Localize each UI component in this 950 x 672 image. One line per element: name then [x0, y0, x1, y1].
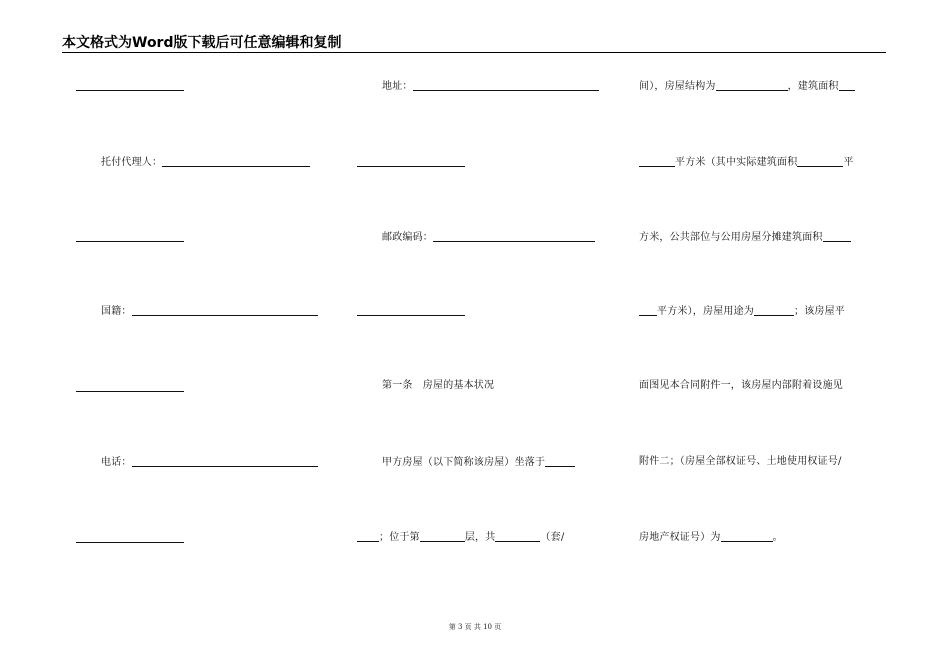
structure-line: 间），房屋结构为 ，建筑面积	[639, 80, 855, 93]
postcode-label: 邮政编码：	[382, 232, 433, 243]
blank-line-5	[357, 156, 465, 169]
floor-plan-line: 面图见本合同附件一，该房屋内部附着设施见	[639, 380, 843, 391]
postcode-field	[382, 231, 595, 244]
blank-line-2	[76, 231, 184, 244]
floor-line: ；位于第 层，共 （套/	[357, 531, 564, 544]
property-location-line: 甲方房屋（以下简称该房屋）坐落于	[382, 456, 575, 469]
address-field	[382, 80, 599, 93]
agent-label: 托付代理人：	[101, 157, 163, 168]
certificate-number-line: 房地产权证号）为 。	[639, 532, 783, 543]
nationality-field	[101, 305, 318, 318]
header-divider	[62, 52, 886, 53]
document-header-title: 本文格式为Word版下载后可任意编辑和复制	[62, 35, 342, 51]
blank-line-1	[76, 80, 184, 93]
blank-line-6	[357, 305, 465, 318]
agent-field	[101, 156, 310, 169]
address-label: 地址：	[382, 81, 413, 92]
area-line: 平方米（其中实际建筑面积 平	[639, 156, 854, 169]
blank-line-3	[76, 381, 184, 394]
nationality-label: 国籍：	[101, 306, 132, 317]
article-heading: 第一条 房屋的基本状况	[382, 380, 495, 391]
blank-line-4	[76, 532, 184, 545]
phone-field	[101, 456, 318, 469]
page-number: 第 3 页 共 10 页	[448, 623, 502, 631]
usage-line: 平方米），房屋用途为 ；该房屋平	[639, 305, 845, 318]
shared-area-line: 方米，公共部位与公用房屋分摊建筑面积	[639, 231, 851, 244]
phone-label: 电话：	[101, 457, 132, 468]
certificate-line: 附件二；（房屋全部权证号、土地使用权证号/	[639, 456, 842, 467]
